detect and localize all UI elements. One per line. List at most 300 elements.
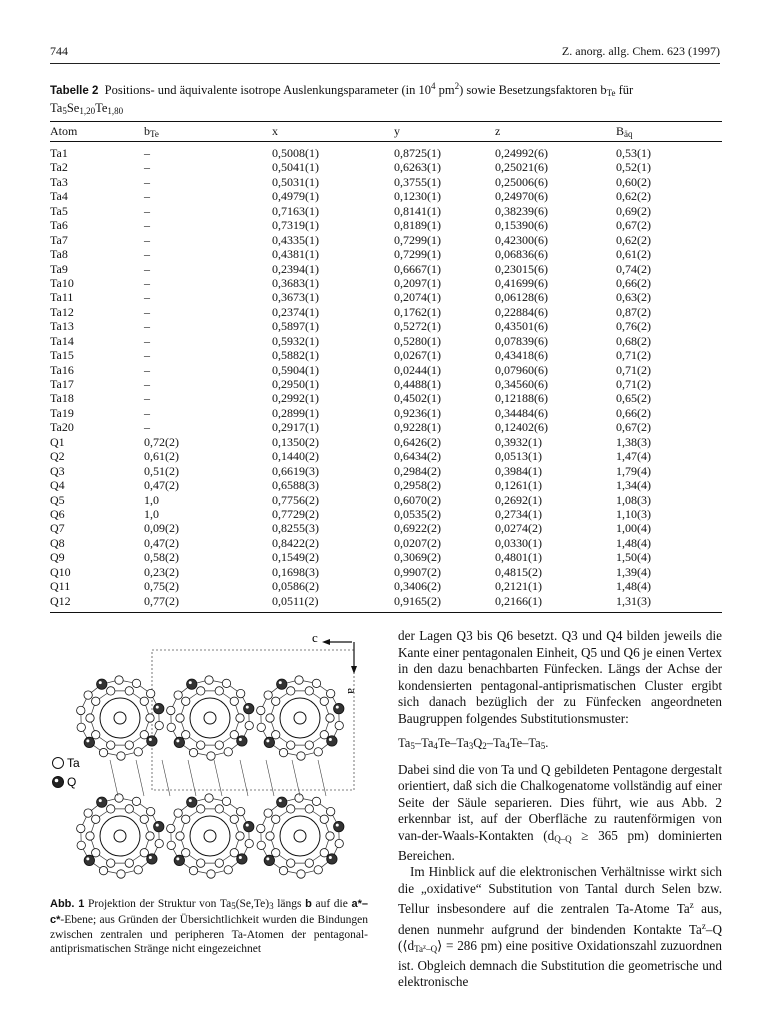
fp8: –Ta [486,736,506,751]
caption-exp: 4 [430,81,436,91]
cell-z: 0,24992(6) [495,146,548,160]
ta-atom [222,679,230,687]
p3subsup: z [423,943,427,952]
ta-atom [140,849,148,857]
figcap-e: -Ebene; aus Gründen der Übersichtlichkeit wurden die Bindungen zwischen zentralen und peripheren Ta-Atomen der pentagonal-antiprismatischen Stränge nicht eingezeichnet [50,914,368,955]
ta-atom [305,687,313,695]
central-ta-atom [294,830,306,842]
ta-atom [167,706,175,714]
cell-bq: 0,61(2) [616,247,651,262]
col-header-b-text: b [144,124,150,138]
q-atom [187,679,197,689]
cell-z: 0,25021(6) [495,160,548,175]
ta-atom [287,859,295,867]
figcap-sub3: 3 [269,901,274,911]
table-row [50,319,722,333]
ta-atom [279,866,287,874]
q-atom [97,797,107,807]
q-atom-highlight [279,799,282,802]
table-row [50,493,722,507]
table-row [50,189,722,203]
ta-atom [230,697,238,705]
table-row [50,305,722,319]
cell-y: 0,3406(2) [394,579,441,594]
formula-se: Se [66,101,80,115]
table-row [50,406,722,420]
fp1: 5 [410,741,415,752]
table-header-row [50,122,722,141]
interlayer-bond [318,760,326,796]
cell-z: 0,42300(6) [495,232,548,247]
col-header-x: x [272,124,278,138]
ta-atom [189,748,197,756]
table-row [50,435,722,449]
cell-bq: 0,62(2) [616,232,651,247]
cell-y: 0,5280(1) [394,333,441,348]
col-header-bq-text: B [616,124,625,138]
cell-atom: Q2 [50,449,65,464]
p3d: ⟩ = 286 pm) eine positive Oxidationszahl zuzuordnen ist. Obgleich demnach die Substitution die geometrische und elektronische [398,938,722,990]
q-atom-highlight [336,706,339,709]
ta-atom [245,721,253,729]
fp0: Ta [398,736,411,751]
cell-b: – [144,247,150,262]
paragraph-1: der Lagen Q3 bis Q6 besetzt. Q3 und Q4 bilden jeweils die Kante einer pentagonalen Einheit, Q5 und Q6 je einen Vertex in den dazu benachbarten Fünfecken. Längs der Achse der kondensierten pentagonal-antiprismatischen Cluster ergibt sich danach bezüglich der zu Fünfecken angeordneten Baugruppen folgendes Substitutionsmuster: [398,628,722,726]
cell-x: 0,2992(1) [272,391,319,406]
figcap-c: längs [273,898,306,910]
cell-bq: 1,34(4) [616,478,651,493]
cell-bq: 0,71(2) [616,348,651,363]
fp11: 5 [540,741,546,752]
cell-atom: Q11 [50,579,71,594]
q-atom [154,821,164,831]
formula-te-sub: 1,80 [107,106,124,116]
interlayer-bond [214,760,222,796]
ta-atom [132,679,140,687]
cell-y: 0,9907(2) [394,564,441,579]
q-atom [174,737,184,747]
cell-z: 0,12402(6) [495,420,548,435]
ta-atom [182,697,190,705]
interlayer-bond [188,760,196,796]
cell-x: 0,1350(2) [272,434,319,449]
cell-x: 0,3673(1) [272,290,319,305]
table-row [50,391,722,405]
cell-atom: Q7 [50,521,65,536]
cell-z: 0,2734(1) [495,506,542,521]
ta-atom [215,687,223,695]
ta-atom [86,832,94,840]
ta-atom [326,832,334,840]
cell-bq: 0,52(1) [616,160,651,175]
cell-x: 0,5041(1) [272,160,319,175]
cell-bq: 0,63(2) [616,290,651,305]
ta-atom [167,723,175,731]
figcap-bold-b: b [305,898,312,910]
cell-bq: 1,38(3) [616,434,651,449]
cell-z: 0,15390(6) [495,218,548,233]
cell-atom: Ta4 [50,189,68,204]
cell-atom: Ta9 [50,261,68,276]
cell-b: 0,23(2) [144,564,179,579]
table-row [50,579,722,593]
ta-atom [115,676,123,684]
cell-atom: Ta2 [50,160,68,175]
ta-atom [236,832,244,840]
cell-b: – [144,319,150,334]
q-atom-highlight [156,824,159,827]
interlayer-bond [292,760,300,796]
central-ta-atom [114,830,126,842]
cell-bq: 0,60(2) [616,174,651,189]
legend-q-label: Q [67,775,77,789]
cell-atom: Ta3 [50,174,68,189]
p3c: –Q (⟨d [398,921,722,954]
cell-y: 0,0267(1) [394,348,441,363]
p3sub: Ta [414,944,424,955]
cell-b: – [144,304,150,319]
ta-atom [335,839,343,847]
cell-bq: 0,87(2) [616,304,651,319]
q-atom [334,821,344,831]
cell-z: 0,34560(6) [495,377,548,391]
ta-atom [140,815,148,823]
cell-y: 0,3069(2) [394,550,441,565]
cell-x: 0,2950(1) [272,377,319,391]
ta-atom [134,748,142,756]
interlayer-bond [110,760,118,796]
ta-atom [335,721,343,729]
ta-atom [99,866,107,874]
ta-atom [92,815,100,823]
ta-atom [272,815,280,823]
cell-bq: 1,00(4) [616,521,651,536]
central-ta-atom [204,830,216,842]
table-row [50,377,722,391]
table-row [50,550,722,564]
cell-x: 0,4335(1) [272,232,319,247]
q-atom [334,703,344,713]
ta-atom [107,741,115,749]
table-row [50,334,722,348]
ta-atom [295,794,303,802]
formula-ta-sub: 5 [62,106,67,116]
cell-b: – [144,348,150,363]
ta-atom [320,849,328,857]
structure-figure [50,630,368,890]
p2sub: Q–Q [554,834,572,845]
cell-z: 0,1261(1) [495,478,542,493]
ta-atom [257,841,265,849]
table-row [50,464,722,478]
cell-bq: 1,10(3) [616,506,651,521]
ta-atom [107,687,115,695]
cell-x: 0,7163(1) [272,203,319,218]
cell-bq: 1,48(4) [616,579,651,594]
cell-atom: Ta11 [50,290,74,305]
ta-atom [207,752,215,760]
q-atom [84,855,94,865]
cell-z: 0,23015(6) [495,261,548,276]
ta-atom [320,731,328,739]
fp9: 4 [505,741,510,752]
ta-atom [224,866,232,874]
ta-atom [314,866,322,874]
cell-x: 0,2374(1) [272,304,319,319]
crystal-structure [77,676,344,878]
cell-y: 0,7299(1) [394,232,441,247]
ta-atom [86,714,94,722]
ta-atom [197,805,205,813]
p3b: aus, denen nunmehr aufgrund der bindenden Kontakte Ta [398,901,722,937]
cell-x: 0,7319(1) [272,218,319,233]
figure-label: Abb. 1 [50,898,85,910]
cell-z: 0,12188(6) [495,391,548,406]
p2a: Dabei sind die von Ta und Q gebildeten Pentagone dergestalt orientiert, daß sich die Chalkogenatome vollständig auf einer Seite der Säule separieren. Dies führt, wie aus Abb. 2 erkennbar ist, auf der Oberfläche zu rautenförmigen von van-der-Waals-Kontakten (d [398,761,722,844]
q-atom-highlight [156,706,159,709]
caption-formula [50,101,123,115]
cell-y: 0,0244(1) [394,362,441,377]
caption-text-1: Positions- und äquivalente isotrope Auslenkungsparameter (in 10 [104,83,431,97]
formula-ta: Ta [50,101,63,115]
q-atom [154,703,164,713]
ta-atom [125,859,133,867]
cell-b: – [144,174,150,189]
cell-z: 0,43501(6) [495,319,548,334]
cell-bq: 0,67(2) [616,420,651,435]
ta-atom [92,731,100,739]
cell-bq: 0,65(2) [616,391,651,406]
q-atom [147,736,157,746]
p3sup1: z [689,900,694,911]
cell-b: – [144,261,150,276]
q-atom [237,736,247,746]
ta-atom [205,676,213,684]
central-ta-atom [294,712,306,724]
cell-atom: Ta1 [50,146,68,160]
cell-atom: Ta18 [50,391,74,406]
cell-z: 0,43418(6) [495,348,548,363]
cell-atom: Q3 [50,463,65,478]
interlayer-bond [136,760,144,796]
caption-text-4: für [615,83,634,97]
figure-caption [50,897,368,956]
ta-atom [125,805,133,813]
cell-b: – [144,362,150,377]
cell-y: 0,6434(2) [394,449,441,464]
q-atom [264,737,274,747]
table-row [50,363,722,377]
ta-atom [146,832,154,840]
ta-atom [287,687,295,695]
ta-atom [182,815,190,823]
body-text-column [398,628,722,991]
cell-b: – [144,420,150,435]
ta-atom [312,679,320,687]
cell-bq: 0,71(2) [616,362,651,377]
ta-atom [115,794,123,802]
cell-z: 0,2166(1) [495,593,542,608]
q-atom [84,737,94,747]
journal-reference: Z. anorg. allg. Chem. 623 (1997) [561,44,720,58]
cell-b: – [144,146,150,160]
table-row [50,420,722,434]
cell-z: 0,3932(1) [495,434,542,449]
cell-z: 0,06836(6) [495,247,548,262]
legend-q-symbol [53,777,64,788]
col-header-atom: Atom [50,124,78,138]
table-row [50,565,722,579]
ta-atom [257,706,265,714]
ta-atom [257,824,265,832]
cell-b: – [144,290,150,305]
page-number: 744 [50,44,68,58]
table-row [50,290,722,304]
ta-atom [266,714,274,722]
cell-z: 0,34484(6) [495,405,548,420]
cell-b: 0,47(2) [144,535,179,550]
cell-y: 0,7299(1) [394,247,441,262]
ta-atom [189,866,197,874]
ta-atom [174,809,182,817]
cell-b: 1,0 [144,506,159,521]
ta-atom [197,859,205,867]
fp7: 2 [482,741,487,752]
cell-y: 0,5272(1) [394,319,441,334]
q-atom [187,797,197,807]
cell-bq: 1,79(4) [616,463,651,478]
cell-atom: Q9 [50,550,65,565]
cell-bq: 1,39(4) [616,564,651,579]
ta-atom [272,849,280,857]
cell-y: 0,6667(1) [394,261,441,276]
structure-projection [50,630,368,890]
caption-text-3: ) sowie Besetzungsfaktoren b [459,83,607,97]
ta-atom [230,731,238,739]
q-atom-highlight [189,799,192,802]
cell-b: – [144,189,150,204]
cell-y: 0,4502(1) [394,391,441,406]
ta-atom [236,714,244,722]
ta-atom [99,748,107,756]
col-header-b [144,124,159,139]
q-atom-highlight [176,739,179,742]
cell-y: 0,8725(1) [394,146,441,160]
a-axis-label: a [345,688,360,694]
p3-sub-group [414,944,437,954]
q-atom [327,854,337,864]
ta-atom [125,687,133,695]
cell-atom: Ta19 [50,405,74,420]
cell-z: 0,3984(1) [495,463,542,478]
cell-atom: Ta15 [50,348,74,363]
cell-y: 0,6922(2) [394,521,441,536]
cell-x: 0,0511(2) [272,593,319,608]
table-row [50,218,722,232]
table-row [50,276,722,290]
cell-b: 1,0 [144,492,159,507]
legend-ta-symbol [53,758,64,769]
q-atom-highlight [279,681,282,684]
q-atom-highlight [246,706,249,709]
cell-bq: 0,69(2) [616,203,651,218]
cell-x: 0,1549(2) [272,550,319,565]
ta-atom [326,807,334,815]
ta-atom [297,870,305,878]
cell-b: 0,47(2) [144,478,179,493]
cell-atom: Ta10 [50,275,74,290]
ta-atom [320,697,328,705]
interlayer-bond [266,760,274,796]
cell-bq: 0,66(2) [616,275,651,290]
ta-atom [92,697,100,705]
ta-atom [84,809,92,817]
table-caption [50,79,722,119]
cell-y: 0,4488(1) [394,377,441,391]
table-row [50,247,722,261]
cell-x: 0,8422(2) [272,535,319,550]
cell-bq: 1,50(4) [616,550,651,565]
ta-atom [205,794,213,802]
ta-atom [117,870,125,878]
cell-y: 0,2074(1) [394,290,441,305]
cell-b: – [144,405,150,420]
cell-y: 0,2984(2) [394,463,441,478]
cell-z: 0,41699(6) [495,275,548,290]
ta-atom [287,741,295,749]
cell-bq: 0,53(1) [616,146,651,160]
cell-bq: 0,66(2) [616,405,651,420]
table-row [50,160,722,174]
q-atom [244,703,254,713]
q-atom [174,855,184,865]
cell-atom: Ta16 [50,362,74,377]
ta-atom [297,752,305,760]
q-atom [237,854,247,864]
cell-bq: 1,48(4) [616,535,651,550]
col-header-b-sub: Te [150,129,159,139]
fp10: Te–Ta [509,736,541,751]
cell-b: – [144,391,150,406]
table-body [50,146,722,608]
cell-x: 0,6588(3) [272,478,319,493]
ta-atom [230,815,238,823]
ta-atom [207,870,215,878]
cell-x: 0,5897(1) [272,319,319,334]
table-row [50,348,722,362]
cell-atom: Q12 [50,593,71,608]
ta-atom [305,741,313,749]
cell-atom: Ta14 [50,333,74,348]
ta-atom [215,859,223,867]
cell-z: 0,2121(1) [495,579,542,594]
p3a: Im Hinblick auf die elektronischen Verhältnisse wirkt sich die „oxidative“ Substitution von Tantal durch Selen bzw. Tellur insbesondere auf die zentralen Ta-Atome Ta [398,864,722,917]
p3sup2: z [701,920,706,931]
interlayer-bond [162,760,170,796]
cell-z: 0,07960(6) [495,362,548,377]
q-atom-highlight [149,738,152,741]
cell-z: 0,06128(6) [495,290,548,305]
q-atom-highlight [99,681,102,684]
cell-bq: 1,08(3) [616,492,651,507]
q-atom-highlight [86,857,89,860]
col-header-y: y [394,124,400,138]
cell-b: 0,51(2) [144,463,179,478]
cell-atom: Ta20 [50,420,74,435]
col-header-bq [616,124,633,139]
cell-z: 0,0274(2) [495,521,542,536]
q-atom-highlight [176,857,179,860]
